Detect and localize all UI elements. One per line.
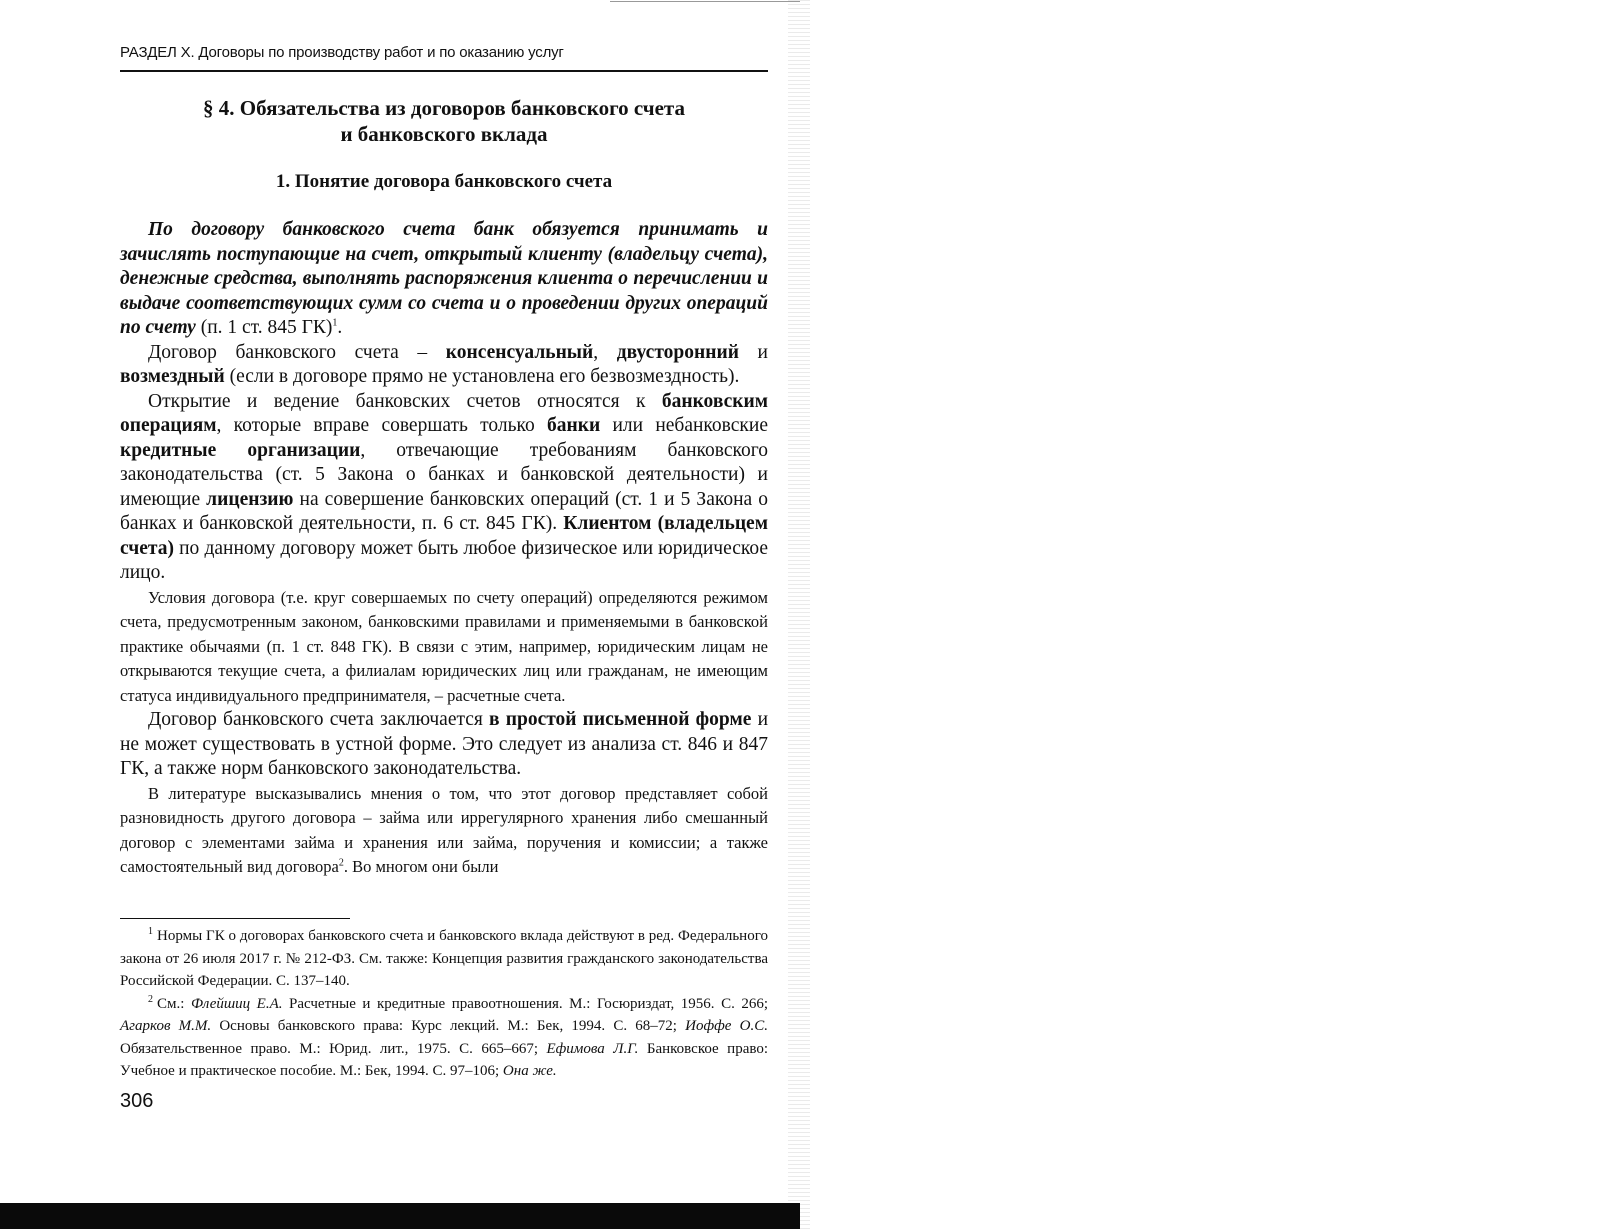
paragraph-literature: В литературе высказывались мнения о том, что этот договор представляет собой разновидность другого договора – займа или иррегулярного хранения либо смешанный договор с элементами займа и хранения или займа, поручения и комиссии; а также самостоятельный вид договора$^2$. Во многом они были — [120, 783, 768, 876]
author-agarkov: Агарков М.М. — [120, 1018, 212, 1034]
header-rule — [120, 70, 768, 72]
paragraph-conditions: Условия договора (т.е. круг совершаемых по счету операций) определяются режимом счета, предусмотренным законом, банковскими правилами и применяемыми в банковской практике обычаями (п. 1 ст. 848 ГК). В связи с этим, например, юридическим лицам не открываются текущие счета, а филиалам юридических лиц или гражданам, не имеющим статуса индивидуального предпринимателя, – расчетные счета. — [120, 587, 768, 705]
term-consensual: консенсуальный — [445, 341, 594, 363]
body-text — [120, 218, 768, 880]
author-ioffe: Иоффе О.С. — [685, 1018, 768, 1034]
author-fleishits: Флейшиц Е.А. — [190, 995, 283, 1012]
footnotes — [120, 925, 768, 1083]
term-written-form: в простой письменной форме — [489, 709, 752, 730]
running-head: РАЗДЕЛ X. Договоры по производству работ и по оказанию услуг — [120, 44, 564, 61]
term-banking-operations: банковским операциям — [120, 390, 768, 436]
footnote-1-mark: 1 — [148, 926, 153, 937]
author-efimova: Ефимова Л.Г. — [546, 1040, 639, 1057]
term-license: лицензию — [206, 488, 294, 510]
author-same: Она же. — [502, 1063, 557, 1079]
definition-paragraph: По договору банковского счета банк обязуется принимать и зачислять поступающие на счет, открытый клиенту (владельцу счета), денежные средства, выполнять распоряжения клиента о перечислении и выдаче соответствующих сумм со счета и о проведении других операций по счету (п. 1 ст. 845 ГК)$^1$. — [120, 219, 768, 338]
footnote-2: $^2$ См.: Флейшиц Е.А. Расчетные и кредитные правоотношения. М.: Госюриздат, 1956. С. 266; Агарков М.М. Основы банковского права: Курс лекций. М.: Бек, 1994. С. 68–72; Иоффе О.С. Обязательственное право. М.: Юрид. лит., 1975. С. 665–667; Ефимова Л.Г. Банковское право: Учебное и практическое пособие. М.: Бек, 1994. С. 97–106; Она же. — [120, 993, 769, 1079]
paragraph-form: Договор банковского счета заключается в простой письменной форме и не может существовать в устной форме. Это следует из анализа ст. 846 и 847 ГК, а также норм банковского законодательства. — [120, 709, 768, 779]
footnote-ref-1[interactable]: 1 — [332, 317, 338, 329]
paragraph-banking-operations: Открытие и ведение банковских счетов относятся к банковским операциям, которые вправе совершать только банки или небанковские кредитные организации, отвечающие требованиям банковского законодательства (ст. 5 Закона о банках и банковской деятельности) и имеющие лицензию на совершение банковских операций (ст. 1 и 5 Закона о банках и банковской деятельности, п. 6 ст. 845 ГК). Клиентом (владельцем счета) по данному договору может быть любое физическое или юридическое лицо. — [120, 390, 768, 583]
page-gutter-edge — [788, 0, 810, 1229]
page-number: 306 — [120, 1090, 154, 1112]
term-client: Клиентом (владельцем счета) — [120, 513, 768, 559]
scan-bottom-bar — [0, 1203, 800, 1229]
definition-reference: (п. 1 ст. 845 ГК) — [195, 317, 333, 338]
footnote-2-mark: 2 — [148, 993, 153, 1005]
section-title — [120, 95, 768, 147]
footnote-rule — [120, 918, 350, 919]
footnote-ref-2[interactable]: 2 — [338, 857, 344, 869]
term-bilateral: двусторонний — [616, 341, 739, 363]
definition-text: По договору банковского счета банк обязуется принимать и зачислять поступающие на счет, открытый клиенту (владельцу счета), денежные средства, выполнять распоряжения клиента о перечислении и выдаче соответствующих сумм со счета и о проведении других операций по счету — [120, 219, 768, 338]
term-banks: банки — [547, 415, 601, 436]
paragraph-characteristics: Договор банковского счета – консенсуальный, двусторонний и возмездный (если в договоре прямо не установлена его безвозмездность). — [120, 341, 768, 387]
scan-top-line — [610, 1, 800, 2]
section-title-line-2: и банковского вклада — [340, 122, 548, 146]
footnote-1: $^1$ Нормы ГК о договорах банковского счета и банковского вклада действуют в ред. Федерального закона от 26 июля 2017 г. № 212-ФЗ. См. также: Концепция развития гражданского законодательства Российской Федерации. С. 137–140. — [120, 926, 768, 989]
subsection-title: 1. Понятие договора банковского счета — [275, 171, 613, 192]
section-title-line-1: § 4. Обязательства из договоров банковского счета — [203, 96, 685, 120]
term-compensated: возмездный — [120, 366, 225, 387]
term-credit-organizations: кредитные организации — [120, 439, 361, 461]
